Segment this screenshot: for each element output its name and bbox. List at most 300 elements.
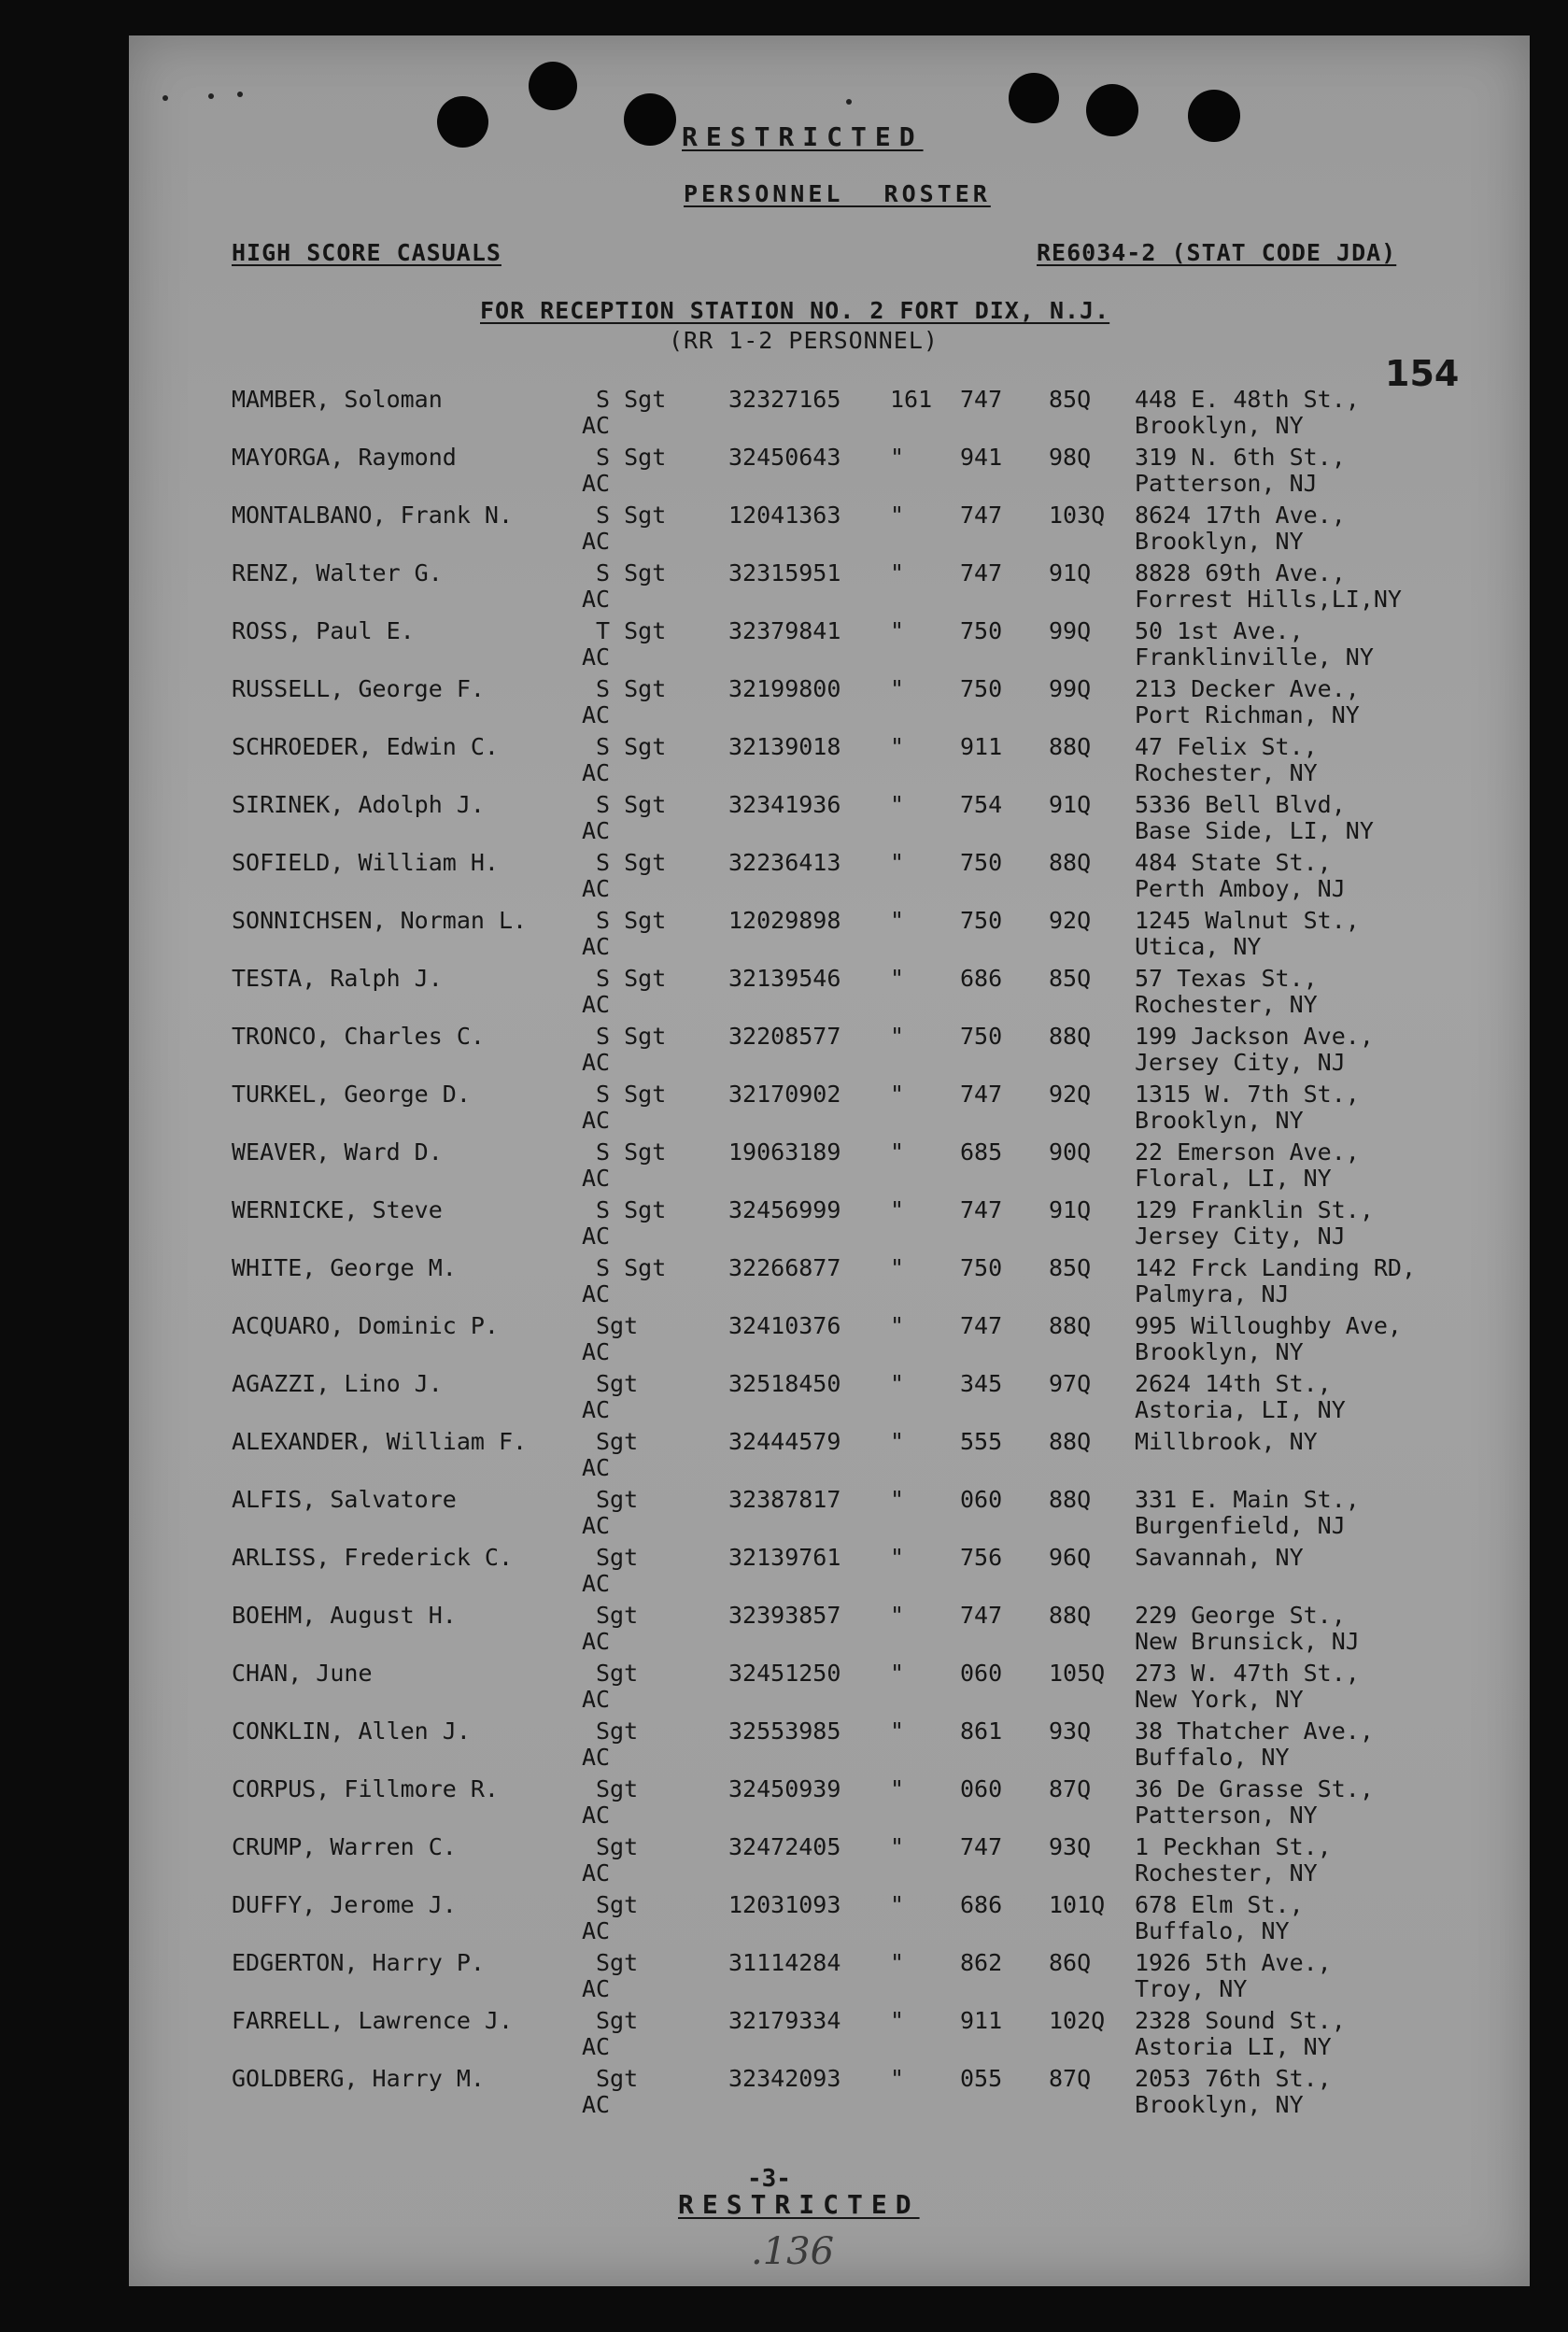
column-4-value: " <box>890 675 905 702</box>
address-line-2: Floral, LI, NY <box>1135 1165 1332 1192</box>
roster-row <box>129 1949 1530 2007</box>
column-5-value: 754 <box>960 791 1003 818</box>
person-name: CHAN, June <box>232 1660 373 1687</box>
person-name: MAYORGA, Raymond <box>232 444 457 471</box>
score-code: 87Q <box>1049 1775 1092 1802</box>
column-4-value: " <box>890 907 905 934</box>
address-line-1: 229 George St., <box>1135 1602 1346 1629</box>
document-title: PERSONNEL ROSTER <box>684 180 991 207</box>
score-code: 88Q <box>1049 1486 1092 1513</box>
rank: S Sgt <box>596 444 667 471</box>
column-5-value: 750 <box>960 1254 1003 1281</box>
roster-row <box>129 1196 1530 1254</box>
column-4-value: " <box>890 1660 905 1687</box>
score-code: 90Q <box>1049 1138 1092 1166</box>
column-5-value: 686 <box>960 1891 1003 1918</box>
address-line-1: 142 Frck Landing RD, <box>1135 1254 1417 1281</box>
column-4-value: " <box>890 1370 905 1397</box>
column-5-value: 750 <box>960 907 1003 934</box>
person-name: EDGERTON, Harry P. <box>232 1949 485 1976</box>
address-line-2: Rochester, NY <box>1135 759 1318 786</box>
column-5-value: 861 <box>960 1717 1003 1745</box>
address-line-2: Brooklyn, NY <box>1135 1107 1304 1134</box>
rank: S Sgt <box>596 965 667 992</box>
address-line-1: 995 Willoughby Ave, <box>1135 1312 1402 1339</box>
branch: AC <box>582 1570 611 1597</box>
address-line-1: 57 Texas St., <box>1135 965 1318 992</box>
person-name: ALEXANDER, William F. <box>232 1428 528 1455</box>
score-code: 92Q <box>1049 907 1092 934</box>
serial-number: 12041363 <box>728 502 841 529</box>
person-name: TRONCO, Charles C. <box>232 1023 485 1050</box>
score-code: 86Q <box>1049 1949 1092 1976</box>
column-5-value: 747 <box>960 1602 1003 1629</box>
person-name: RENZ, Walter G. <box>232 559 443 587</box>
score-code: 88Q <box>1049 1428 1092 1455</box>
column-5-value: 060 <box>960 1660 1003 1687</box>
person-name: CONKLIN, Allen J. <box>232 1717 471 1745</box>
serial-number: 32139546 <box>728 965 841 992</box>
address-line-1: 8828 69th Ave., <box>1135 559 1346 587</box>
rank: S Sgt <box>596 1254 667 1281</box>
address-line-2: Astoria LI, NY <box>1135 2033 1332 2060</box>
rank: Sgt <box>596 1949 639 1976</box>
serial-number: 12029898 <box>728 907 841 934</box>
score-code: 92Q <box>1049 1081 1092 1108</box>
roster-row <box>129 386 1530 444</box>
address-line-1: 319 N. 6th St., <box>1135 444 1346 471</box>
column-5-value: 747 <box>960 1833 1003 1860</box>
column-4-value: " <box>890 791 905 818</box>
branch: AC <box>582 643 611 671</box>
rank: S Sgt <box>596 849 667 876</box>
roster-row <box>129 965 1530 1023</box>
score-code: 99Q <box>1049 617 1092 644</box>
column-5-value: 747 <box>960 1196 1003 1223</box>
serial-number: 32179334 <box>728 2007 841 2034</box>
address-line-2: Brooklyn, NY <box>1135 1338 1304 1365</box>
address-line-1: 22 Emerson Ave., <box>1135 1138 1360 1166</box>
address-line-2: Forrest Hills,LI,NY <box>1135 586 1402 613</box>
branch: AC <box>582 817 611 844</box>
address-line-1: 273 W. 47th St., <box>1135 1660 1360 1687</box>
person-name: SCHROEDER, Edwin C. <box>232 733 499 760</box>
column-5-value: 911 <box>960 2007 1003 2034</box>
branch: AC <box>582 1165 611 1192</box>
column-5-value: 686 <box>960 965 1003 992</box>
rank: S Sgt <box>596 502 667 529</box>
address-line-1: 484 State St., <box>1135 849 1332 876</box>
branch: AC <box>582 1512 611 1539</box>
page-marker: -3- <box>747 2165 791 2193</box>
address-line-2: Brooklyn, NY <box>1135 2091 1304 2118</box>
address-line-2: Franklinville, NY <box>1135 643 1374 671</box>
column-5-value: 060 <box>960 1486 1003 1513</box>
rank: S Sgt <box>596 733 667 760</box>
person-name: TURKEL, George D. <box>232 1081 471 1108</box>
rank: Sgt <box>596 1775 639 1802</box>
punch-hole <box>437 96 488 148</box>
roster-page <box>129 35 1530 2286</box>
column-5-value: 685 <box>960 1138 1003 1166</box>
column-4-value: " <box>890 1254 905 1281</box>
column-4-value: " <box>890 617 905 644</box>
address-line-1: 678 Elm St., <box>1135 1891 1304 1918</box>
rank: S Sgt <box>596 1138 667 1166</box>
rank: S Sgt <box>596 791 667 818</box>
serial-number: 32444579 <box>728 1428 841 1455</box>
branch: AC <box>582 1859 611 1887</box>
serial-number: 32315951 <box>728 559 841 587</box>
address-line-1: 213 Decker Ave., <box>1135 675 1360 702</box>
branch: AC <box>582 412 611 439</box>
rank: S Sgt <box>596 386 667 413</box>
column-4-value: " <box>890 1717 905 1745</box>
score-code: 91Q <box>1049 1196 1092 1223</box>
destination-heading: FOR RECEPTION STATION NO. 2 FORT DIX, N.J. <box>480 297 1110 324</box>
branch: AC <box>582 1975 611 2002</box>
serial-number: 32553985 <box>728 1717 841 1745</box>
roster-row <box>129 907 1530 965</box>
address-line-1: 1245 Walnut St., <box>1135 907 1360 934</box>
column-5-value: 060 <box>960 1775 1003 1802</box>
column-4-value: " <box>890 1891 905 1918</box>
column-5-value: 862 <box>960 1949 1003 1976</box>
branch: AC <box>582 1107 611 1134</box>
person-name: GOLDBERG, Harry M. <box>232 2065 485 2092</box>
address-line-2: Astoria, LI, NY <box>1135 1396 1346 1423</box>
address-line-1: 1315 W. 7th St., <box>1135 1081 1360 1108</box>
rank: Sgt <box>596 1486 639 1513</box>
branch: AC <box>582 1396 611 1423</box>
branch: AC <box>582 1686 611 1713</box>
address-line-2: Palmyra, NJ <box>1135 1280 1290 1307</box>
roster-row <box>129 1312 1530 1370</box>
score-code: 98Q <box>1049 444 1092 471</box>
rank: S Sgt <box>596 1023 667 1050</box>
rank: Sgt <box>596 1660 639 1687</box>
roster-row <box>129 1428 1530 1486</box>
serial-number: 32450643 <box>728 444 841 471</box>
column-4-value: " <box>890 733 905 760</box>
person-name: ACQUARO, Dominic P. <box>232 1312 499 1339</box>
punch-hole <box>1086 84 1138 136</box>
address-line-2: Troy, NY <box>1135 1975 1248 2002</box>
column-5-value: 750 <box>960 617 1003 644</box>
serial-number: 32342093 <box>728 2065 841 2092</box>
column-4-value: " <box>890 1138 905 1166</box>
address-line-2: New York, NY <box>1135 1686 1304 1713</box>
rank: S Sgt <box>596 907 667 934</box>
person-name: MONTALBANO, Frank N. <box>232 502 514 529</box>
column-5-value: 747 <box>960 1312 1003 1339</box>
address-line-2: Base Side, LI, NY <box>1135 817 1374 844</box>
address-line-1: 1926 5th Ave., <box>1135 1949 1332 1976</box>
branch: AC <box>582 586 611 613</box>
score-code: 91Q <box>1049 791 1092 818</box>
column-4-value: " <box>890 965 905 992</box>
column-5-value: 750 <box>960 675 1003 702</box>
roster-row <box>129 2007 1530 2065</box>
person-name: ROSS, Paul E. <box>232 617 415 644</box>
branch: AC <box>582 528 611 555</box>
column-4-value: " <box>890 1486 905 1513</box>
column-4-value: " <box>890 2007 905 2034</box>
branch: AC <box>582 759 611 786</box>
person-name: ARLISS, Frederick C. <box>232 1544 514 1571</box>
branch: AC <box>582 1917 611 1944</box>
score-code: 93Q <box>1049 1717 1092 1745</box>
column-4-value: " <box>890 1775 905 1802</box>
person-name: FARRELL, Lawrence J. <box>232 2007 514 2034</box>
address-line-2: Port Richman, NY <box>1135 701 1360 728</box>
score-code: 85Q <box>1049 965 1092 992</box>
speck <box>208 93 214 99</box>
address-line-2: New Brunsick, NJ <box>1135 1628 1360 1655</box>
score-code: 102Q <box>1049 2007 1106 2034</box>
roster-row <box>129 1717 1530 1775</box>
address-line-1: Millbrook, NY <box>1135 1428 1318 1455</box>
address-line-1: 36 De Grasse St., <box>1135 1775 1374 1802</box>
address-line-1: 8624 17th Ave., <box>1135 502 1346 529</box>
punch-hole <box>529 62 577 110</box>
address-line-1: 47 Felix St., <box>1135 733 1318 760</box>
category-label: HIGH SCORE CASUALS <box>232 239 501 266</box>
roster-row <box>129 733 1530 791</box>
address-line-1: 448 E. 48th St., <box>1135 386 1360 413</box>
score-code: 103Q <box>1049 502 1106 529</box>
address-line-2: Patterson, NJ <box>1135 470 1318 497</box>
column-4-value: 161 <box>890 386 933 413</box>
column-4-value: " <box>890 1949 905 1976</box>
address-line-2: Perth Amboy, NJ <box>1135 875 1346 902</box>
column-4-value: " <box>890 1196 905 1223</box>
column-5-value: 055 <box>960 2065 1003 2092</box>
score-code: 87Q <box>1049 2065 1092 2092</box>
rank: Sgt <box>596 1717 639 1745</box>
address-line-1: 129 Franklin St., <box>1135 1196 1374 1223</box>
column-4-value: " <box>890 2065 905 2092</box>
score-code: 88Q <box>1049 1602 1092 1629</box>
rank: Sgt <box>596 1428 639 1455</box>
rank: Sgt <box>596 1312 639 1339</box>
branch: AC <box>582 1454 611 1481</box>
address-line-1: Savannah, NY <box>1135 1544 1304 1571</box>
column-4-value: " <box>890 1312 905 1339</box>
branch: AC <box>582 701 611 728</box>
score-code: 88Q <box>1049 1023 1092 1050</box>
roster-row <box>129 1023 1530 1081</box>
address-line-1: 5336 Bell Blvd, <box>1135 791 1346 818</box>
score-code: 93Q <box>1049 1833 1092 1860</box>
branch: AC <box>582 1049 611 1076</box>
roster-row <box>129 1602 1530 1660</box>
person-name: DUFFY, Jerome J. <box>232 1891 457 1918</box>
roster-row <box>129 791 1530 849</box>
rank: S Sgt <box>596 1196 667 1223</box>
address-line-2: Brooklyn, NY <box>1135 528 1304 555</box>
stamp-number: 154 <box>1385 353 1460 394</box>
branch: AC <box>582 1628 611 1655</box>
serial-number: 32266877 <box>728 1254 841 1281</box>
roster-row <box>129 1081 1530 1138</box>
address-line-2: Buffalo, NY <box>1135 1744 1290 1771</box>
column-4-value: " <box>890 1602 905 1629</box>
serial-number: 32327165 <box>728 386 841 413</box>
address-line-2: Jersey City, NJ <box>1135 1049 1346 1076</box>
column-5-value: 750 <box>960 1023 1003 1050</box>
serial-number: 32518450 <box>728 1370 841 1397</box>
serial-number: 32472405 <box>728 1833 841 1860</box>
address-line-2: Rochester, NY <box>1135 991 1318 1018</box>
rank: S Sgt <box>596 559 667 587</box>
serial-number: 19063189 <box>728 1138 841 1166</box>
rank: Sgt <box>596 1370 639 1397</box>
score-code: 96Q <box>1049 1544 1092 1571</box>
column-5-value: 747 <box>960 559 1003 587</box>
branch: AC <box>582 1280 611 1307</box>
roster-row <box>129 1833 1530 1891</box>
serial-number: 32199800 <box>728 675 841 702</box>
reference-code: RE6034-2 (STAT CODE JDA) <box>1037 239 1397 266</box>
score-code: 85Q <box>1049 386 1092 413</box>
roster-row <box>129 849 1530 907</box>
punch-hole <box>624 93 676 146</box>
roster-row <box>129 1254 1530 1312</box>
column-5-value: 555 <box>960 1428 1003 1455</box>
serial-number: 32170902 <box>728 1081 841 1108</box>
score-code: 97Q <box>1049 1370 1092 1397</box>
address-line-2: Buffalo, NY <box>1135 1917 1290 1944</box>
subheading: (RR 1-2 PERSONNEL) <box>669 327 939 354</box>
rank: Sgt <box>596 1602 639 1629</box>
branch: AC <box>582 470 611 497</box>
score-code: 85Q <box>1049 1254 1092 1281</box>
address-line-1: 199 Jackson Ave., <box>1135 1023 1374 1050</box>
speck <box>846 99 852 105</box>
roster-row <box>129 444 1530 502</box>
person-name: AGAZZI, Lino J. <box>232 1370 443 1397</box>
speck <box>237 92 243 97</box>
person-name: WERNICKE, Steve <box>232 1196 443 1223</box>
person-name: SOFIELD, William H. <box>232 849 499 876</box>
score-code: 88Q <box>1049 849 1092 876</box>
column-5-value: 756 <box>960 1544 1003 1571</box>
branch: AC <box>582 875 611 902</box>
column-4-value: " <box>890 444 905 471</box>
column-5-value: 911 <box>960 733 1003 760</box>
address-line-1: 2328 Sound St., <box>1135 2007 1346 2034</box>
column-5-value: 941 <box>960 444 1003 471</box>
rank: Sgt <box>596 2065 639 2092</box>
address-line-2: Rochester, NY <box>1135 1859 1318 1887</box>
column-4-value: " <box>890 1428 905 1455</box>
punch-hole <box>1188 90 1240 142</box>
person-name: SIRINEK, Adolph J. <box>232 791 485 818</box>
serial-number: 32387817 <box>728 1486 841 1513</box>
rank: S Sgt <box>596 1081 667 1108</box>
rank: T Sgt <box>596 617 667 644</box>
rank: Sgt <box>596 1833 639 1860</box>
address-line-1: 50 1st Ave., <box>1135 617 1304 644</box>
address-line-2: Utica, NY <box>1135 933 1262 960</box>
column-4-value: " <box>890 849 905 876</box>
column-4-value: " <box>890 1023 905 1050</box>
roster-row <box>129 1370 1530 1428</box>
score-code: 88Q <box>1049 733 1092 760</box>
branch: AC <box>582 991 611 1018</box>
roster-row <box>129 502 1530 559</box>
person-name: CORPUS, Fillmore R. <box>232 1775 499 1802</box>
serial-number: 32236413 <box>728 849 841 876</box>
address-line-1: 1 Peckhan St., <box>1135 1833 1332 1860</box>
roster-row <box>129 1660 1530 1717</box>
serial-number: 32379841 <box>728 617 841 644</box>
handwritten-number: .136 <box>751 2230 835 2273</box>
address-line-1: 2053 76th St., <box>1135 2065 1332 2092</box>
column-5-value: 747 <box>960 502 1003 529</box>
score-code: 99Q <box>1049 675 1092 702</box>
person-name: BOEHM, August H. <box>232 1602 457 1629</box>
person-name: TESTA, Ralph J. <box>232 965 443 992</box>
person-name: ALFIS, Salvatore <box>232 1486 457 1513</box>
column-4-value: " <box>890 1081 905 1108</box>
address-line-2: Brooklyn, NY <box>1135 412 1304 439</box>
person-name: CRUMP, Warren C. <box>232 1833 457 1860</box>
score-code: 88Q <box>1049 1312 1092 1339</box>
column-5-value: 345 <box>960 1370 1003 1397</box>
roster-row <box>129 617 1530 675</box>
branch: AC <box>582 2091 611 2118</box>
rank: S Sgt <box>596 675 667 702</box>
roster-row <box>129 1544 1530 1602</box>
serial-number: 32451250 <box>728 1660 841 1687</box>
column-5-value: 747 <box>960 1081 1003 1108</box>
score-code: 105Q <box>1049 1660 1106 1687</box>
address-line-1: 331 E. Main St., <box>1135 1486 1360 1513</box>
classification-bottom: RESTRICTED <box>678 2189 920 2220</box>
address-line-1: 2624 14th St., <box>1135 1370 1332 1397</box>
serial-number: 32139761 <box>728 1544 841 1571</box>
column-4-value: " <box>890 1833 905 1860</box>
branch: AC <box>582 1802 611 1829</box>
rank: Sgt <box>596 1891 639 1918</box>
serial-number: 32456999 <box>728 1196 841 1223</box>
branch: AC <box>582 1744 611 1771</box>
column-5-value: 747 <box>960 386 1003 413</box>
branch: AC <box>582 1338 611 1365</box>
classification-top: RESTRICTED <box>682 121 924 152</box>
score-code: 91Q <box>1049 559 1092 587</box>
rank: Sgt <box>596 1544 639 1571</box>
serial-number: 12031093 <box>728 1891 841 1918</box>
column-4-value: " <box>890 1544 905 1571</box>
address-line-2: Patterson, NY <box>1135 1802 1318 1829</box>
person-name: RUSSELL, George F. <box>232 675 485 702</box>
branch: AC <box>582 1223 611 1250</box>
roster-row <box>129 675 1530 733</box>
serial-number: 32208577 <box>728 1023 841 1050</box>
serial-number: 31114284 <box>728 1949 841 1976</box>
person-name: WEAVER, Ward D. <box>232 1138 443 1166</box>
branch: AC <box>582 933 611 960</box>
address-line-1: 38 Thatcher Ave., <box>1135 1717 1374 1745</box>
roster-row <box>129 1486 1530 1544</box>
address-line-2: Jersey City, NJ <box>1135 1223 1346 1250</box>
column-4-value: " <box>890 502 905 529</box>
score-code: 101Q <box>1049 1891 1106 1918</box>
branch: AC <box>582 2033 611 2060</box>
